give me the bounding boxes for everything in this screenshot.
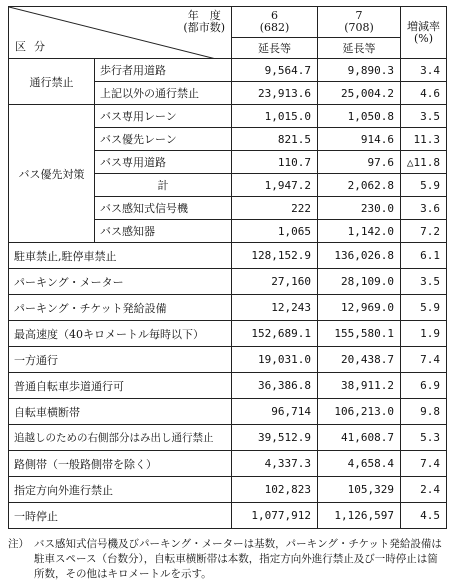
row-label: 一方通行 [9,347,232,373]
value-year6: 102,823 [232,477,318,503]
change-rate: 2.4 [401,477,447,503]
change-rate: △11.8 [401,151,447,174]
row-label: パーキング・メーター [9,269,232,295]
year-7-header: 7 (708) [318,7,401,38]
value-year6: 12,243 [232,295,318,321]
row-label: 普通自転車歩道通行可 [9,373,232,399]
category-header: 区分 [15,40,53,53]
footnote-text: バス感知式信号機及びパーキング・メーターは基数，パーキング・チケット発給設備は駐車スペース（台数分），自転車横断帯は本数，指定方向外進行禁止及び一時停止は箇所数，その他はキロメートルを示す。 [34,538,442,580]
change-rate-header: 増減率 (%) [401,7,447,59]
change-rate: 5.9 [401,174,447,197]
change-rate: 6.9 [401,373,447,399]
row-label: 一時停止 [9,503,232,529]
value-year7: 136,026.8 [318,243,401,269]
value-year7: 41,608.7 [318,425,401,451]
city-count-label: (都市数) [183,21,225,34]
statistics-table-page [8,6,446,582]
row-label: 駐車禁止,駐停車禁止 [9,243,232,269]
value-year7: 38,911.2 [318,373,401,399]
group-bus-priority: バス優先対策 [9,105,95,243]
row-label: 路側帯（一般路側帯を除く） [9,451,232,477]
year-6-header: 6 (682) [232,7,318,38]
value-year6: 1,015.0 [232,105,318,128]
value-year7: 12,969.0 [318,295,401,321]
row-label-subtotal: 計 [95,174,232,197]
change-rate: 1.9 [401,321,447,347]
change-rate-unit: (%) [413,31,434,45]
value-year7: 2,062.8 [318,174,401,197]
change-rate: 4.5 [401,503,447,529]
value-year6: 1,077,912 [232,503,318,529]
row-label: 最高速度（40キロメートル毎時以下） [9,321,232,347]
value-year6: 19,031.0 [232,347,318,373]
value-year6: 39,512.9 [232,425,318,451]
group-traffic-prohibition: 通行禁止 [9,59,95,105]
change-rate: 7.4 [401,451,447,477]
value-year7: 28,109.0 [318,269,401,295]
change-rate: 11.3 [401,128,447,151]
value-year7: 97.6 [318,151,401,174]
change-rate: 7.2 [401,220,447,243]
change-rate: 6.1 [401,243,447,269]
change-rate: 3.6 [401,197,447,220]
row-label: 上記以外の通行禁止 [95,82,232,105]
change-rate: 7.4 [401,347,447,373]
row-label: バス感知式信号機 [95,197,232,220]
value-year7: 914.6 [318,128,401,151]
change-rate: 4.6 [401,82,447,105]
change-rate: 5.9 [401,295,447,321]
year-6-cities: (682) [259,21,290,34]
change-rate: 3.5 [401,269,447,295]
value-year6: 4,337.3 [232,451,318,477]
value-year7: 106,213.0 [318,399,401,425]
value-year7: 1,050.8 [318,105,401,128]
row-label: 歩行者用道路 [95,59,232,82]
value-year7: 20,438.7 [318,347,401,373]
value-year7: 9,890.3 [318,59,401,82]
year-header: 年 度 (都市数) [183,9,225,34]
value-year7: 4,658.4 [318,451,401,477]
change-rate: 3.4 [401,59,447,82]
value-year6: 222 [232,197,318,220]
value-year6: 96,714 [232,399,318,425]
change-rate: 9.8 [401,399,447,425]
value-year7: 105,329 [318,477,401,503]
value-year7: 1,142.0 [318,220,401,243]
value-year6: 152,689.1 [232,321,318,347]
value-year6: 128,152.9 [232,243,318,269]
row-label: バス感知器 [95,220,232,243]
row-label: バス優先レーン [95,128,232,151]
value-year6: 27,160 [232,269,318,295]
value-year6: 1,947.2 [232,174,318,197]
value-year6: 36,386.8 [232,373,318,399]
header-corner-cell [9,7,232,59]
year-7-cities: (708) [344,21,374,34]
footnote-label: 注） [8,538,29,550]
change-rate: 5.3 [401,425,447,451]
year-7-subheader: 延長等 [318,38,401,59]
year-6-subheader: 延長等 [232,38,318,59]
row-label: バス専用道路 [95,151,232,174]
regulation-statistics-table [8,6,447,529]
value-year6: 23,913.6 [232,82,318,105]
value-year7: 230.0 [318,197,401,220]
value-year6: 1,065 [232,220,318,243]
row-label: バス専用レーン [95,105,232,128]
value-year6: 110.7 [232,151,318,174]
change-rate: 3.5 [401,105,447,128]
row-label: 自転車横断帯 [9,399,232,425]
value-year7: 155,580.1 [318,321,401,347]
value-year6: 9,564.7 [232,59,318,82]
value-year7: 25,004.2 [318,82,401,105]
value-year6: 821.5 [232,128,318,151]
row-label: パーキング・チケット発給設備 [9,295,232,321]
row-label: 追越しのための右側部分はみ出し通行禁止 [9,425,232,451]
value-year7: 1,126,597 [318,503,401,529]
row-label: 指定方向外進行禁止 [9,477,232,503]
